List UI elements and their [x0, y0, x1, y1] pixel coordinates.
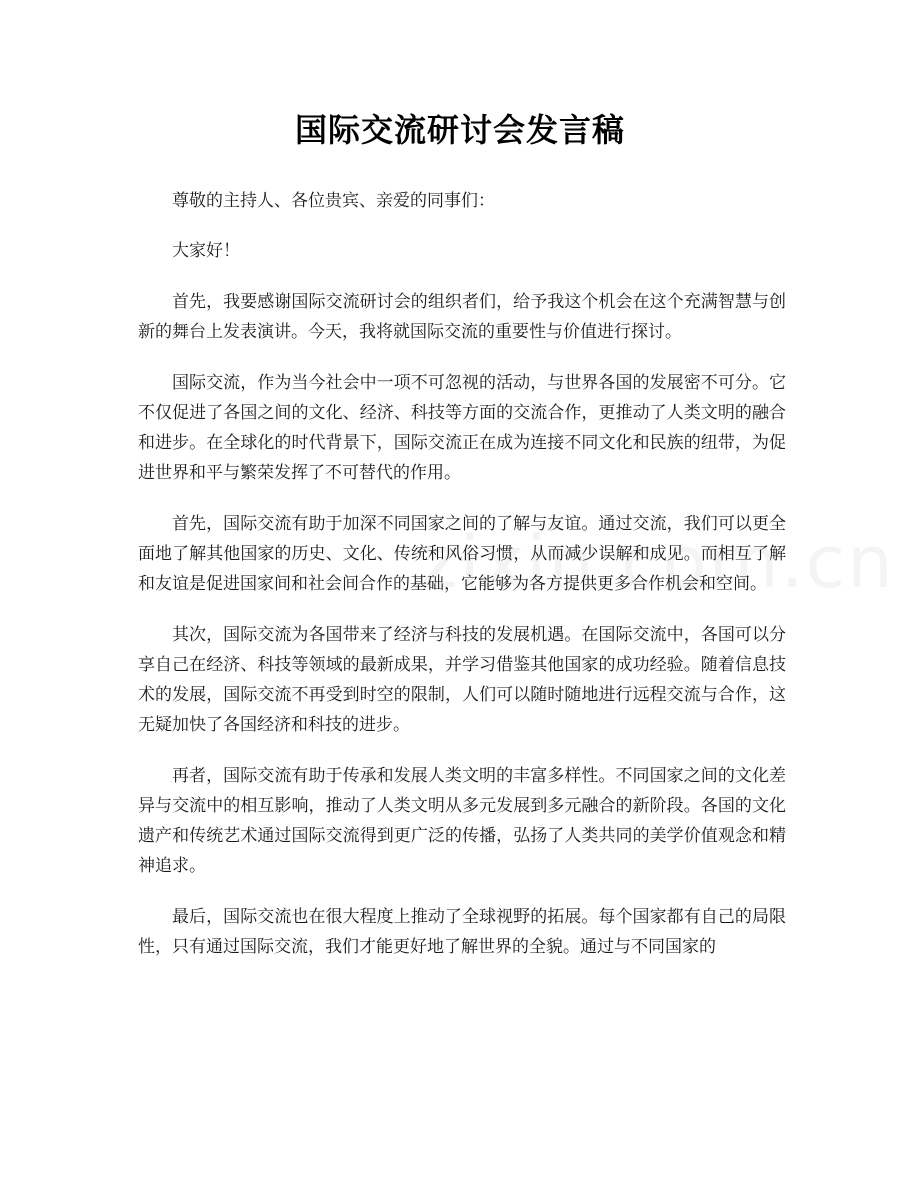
document-body: [138, 186, 786, 983]
paragraph: 最后，国际交流也在很大程度上推动了全球视野的拓展。每个国家都有自己的局限性，只有通过国际交流，我们才能更好地了解世界的全貌。通过与不同国家的: [138, 907, 786, 957]
paragraph: 再者，国际交流有助于传承和发展人类文明的丰富多样性。不同国家之间的文化差异与交流中的相互影响，推动了人类文明从多元发展到多元融合的新阶段。各国的文化遗产和传统艺术通过国际交流得到更广泛的传播，弘扬了人类共同的美学价值观念和精神追求。: [138, 766, 786, 876]
paragraph: 国际交流，作为当今社会中一项不可忽视的活动，与世界各国的发展密不可分。它不仅促进了各国之间的文化、经济、科技等方面的交流合作，更推动了人类文明的融合和进步。在全球化的时代背景下，国际交流正在成为连接不同文化和民族的纽带，为促进世界和平与繁荣发挥了不可替代的作用。: [138, 373, 786, 483]
paragraph: 其次，国际交流为各国带来了经济与科技的发展机遇。在国际交流中，各国可以分享自己在经济、科技等领域的最新成果，并学习借鉴其他国家的成功经验。随着信息技术的发展，国际交流不再受到时空的限制，人们可以随时随地进行远程交流与合作，这无疑加快了各国经济和科技的进步。: [138, 625, 786, 735]
greeting: 大家好！: [172, 241, 240, 261]
salutation: 尊敬的主持人、各位贵宾、亲爱的同事们：: [172, 191, 495, 211]
paragraph: 首先，国际交流有助于加深不同国家之间的了解与友谊。通过交流，我们可以更全面地了解其他国家的历史、文化、传统和风俗习惯，从而减少误解和成见。而相互了解和友谊是促进国家间和社会间合作的基础，它能够为各方提供更多合作机会和空间。: [138, 514, 786, 594]
page-title: 国际交流研讨会发言稿: [294, 111, 625, 149]
paragraph: 首先，我要感谢国际交流研讨会的组织者们，给予我这个机会在这个充满智慧与创新的舞台上发表演讲。今天，我将就国际交流的重要性与价值进行探讨。: [138, 292, 786, 342]
